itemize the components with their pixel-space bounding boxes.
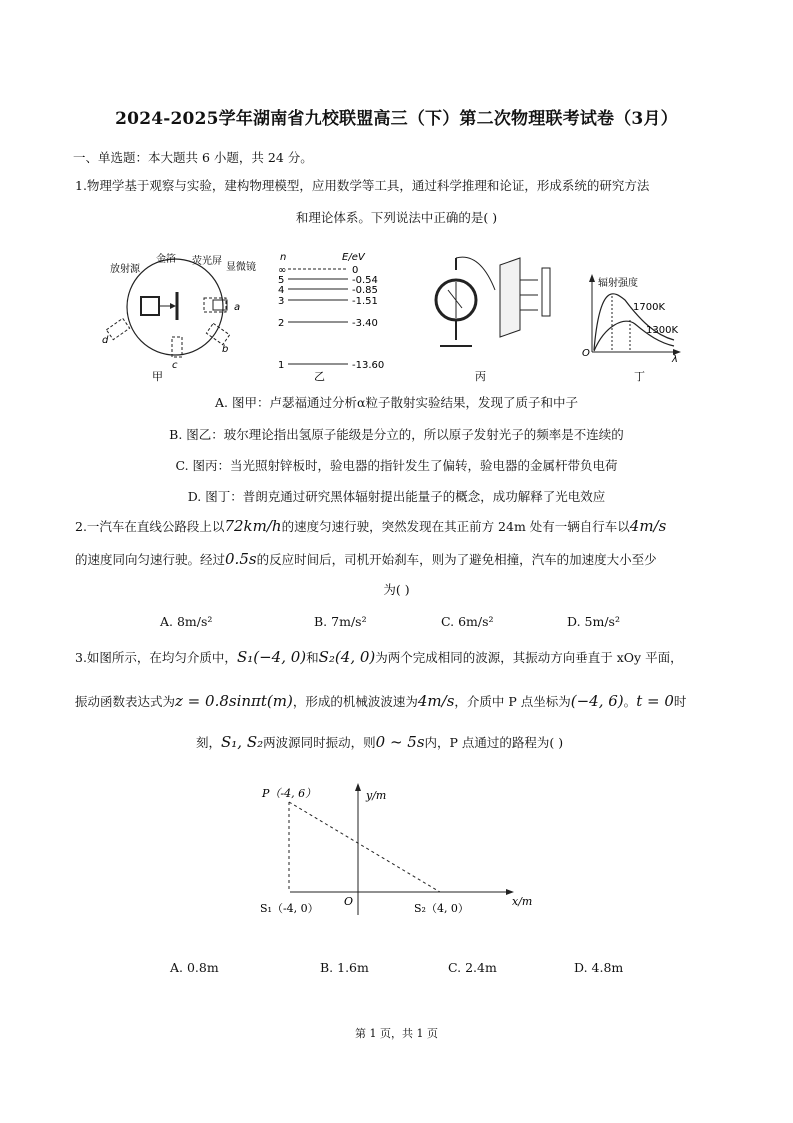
q1-option-d[interactable]: D. 图丁：普朗克通过研究黑体辐射提出能量子的概念，成功解释了光电效应: [187, 489, 606, 504]
q3-label-x: x/m: [512, 895, 533, 908]
section-heading: 一、单选题：本大题共 6 小题，共 24 分。: [73, 150, 313, 165]
yi-n-0: ∞: [278, 265, 287, 276]
q3-l1-c: 和: [306, 650, 319, 665]
q1-option-a[interactable]: A. 图甲：卢瑟福通过分析α粒子散射实验结果，发现了质子和中子: [215, 395, 578, 410]
q3-wave-speed: 4m/s: [417, 692, 455, 710]
q2-option-a[interactable]: A. 8m/s²: [160, 614, 213, 629]
q3-figure: [250, 775, 550, 925]
yi-e-0: 0: [352, 265, 359, 276]
yi-e-2: -0.85: [352, 285, 378, 296]
yi-n-5: 1: [278, 360, 285, 371]
q3-stem-line1: [75, 650, 683, 665]
yi-n-1: 5: [278, 275, 285, 286]
q3-label-y: y/m: [366, 789, 387, 802]
q3-stem-line3: [196, 735, 563, 750]
q3-s2: S₂(4, 0): [318, 648, 376, 666]
q2-speed-bike: 4m/s: [629, 517, 667, 535]
label-foil: 金箔: [156, 254, 176, 265]
q3-label-s2: S₂（4, 0）: [414, 902, 469, 915]
label-screen: 荧光屏: [192, 256, 222, 267]
caption-ding: 丁: [634, 370, 645, 383]
q1-option-b[interactable]: B. 图乙：玻尔理论指出氢原子能级是分立的，所以原子发射光子的频率是不连续的: [169, 427, 624, 442]
q2-stem-line3: 为( ): [383, 582, 410, 597]
q2-option-b[interactable]: B. 7m/s²: [314, 614, 367, 629]
yi-e-3: -1.51: [352, 296, 378, 307]
q1-stem-line2: 和理论体系。下列说法中正确的是( ): [295, 210, 498, 225]
caption-jia: 甲: [152, 370, 163, 383]
figure-ding: [582, 274, 681, 383]
label-d: d: [102, 335, 109, 346]
q3-l3-a: 刻，: [196, 735, 222, 750]
figure-jia: [102, 252, 256, 383]
yi-n-4: 2: [278, 318, 285, 329]
q3-l2-a: 振动函数表达式为: [75, 694, 176, 709]
q3-vibration-eq: z = 0.8sinπt(m): [175, 692, 293, 710]
yi-e-5: -13.60: [352, 360, 385, 371]
q2-l1-c: 的速度匀速行驶，突然发现在其正前方 24m 处有一辆自行车以: [281, 519, 630, 534]
q1-stem-line1: 1.物理学基于观察与实验，建构物理模型，应用数学等工具，通过科学推理和论证，形成系统的研究方法: [75, 178, 650, 193]
q3-p-coord: (−4, 6): [570, 692, 624, 710]
q3-l3-c: 两波源同时振动，则: [263, 735, 376, 750]
caption-bing: 丙: [475, 370, 486, 383]
q2-l2-c: 的反应时间后，司机开始刹车，则为了避免相撞，汽车的加速度大小至少: [256, 552, 657, 567]
q2-stem-line2: [75, 552, 657, 567]
label-microscope: 显微镜: [226, 262, 256, 273]
q3-label-p: P（-4, 6）: [262, 787, 317, 800]
q2-option-c[interactable]: C. 6m/s²: [441, 614, 494, 629]
q3-l3-e: 内，P 点通过的路程为( ): [424, 735, 564, 750]
q3-option-c[interactable]: C. 2.4m: [448, 960, 497, 975]
q3-interval: 0 ~ 5s: [375, 733, 425, 751]
q1-option-c[interactable]: C. 图丙：当光照射锌板时，验电器的指针发生了偏转，验电器的金属杆带负电荷: [175, 458, 618, 473]
q3-l2-g: 。: [623, 694, 637, 709]
figure-yi: [278, 252, 384, 383]
q2-l1-a: 2.一汽车在直线公路段上以: [75, 519, 225, 534]
ding-xlabel: λ: [672, 354, 678, 365]
q3-stem-line2: [75, 694, 686, 709]
ding-curve-1700: 1700K: [633, 302, 666, 313]
q1-figure: [100, 240, 690, 390]
page-title: 2024-2025学年湖南省九校联盟高三（下）第二次物理联考试卷（3月）: [115, 109, 678, 129]
q2-reaction-time: 0.5s: [225, 550, 257, 568]
ding-origin: O: [582, 348, 590, 359]
q3-t0: t = 0: [636, 692, 674, 710]
q2-speed-car: 72km/h: [224, 517, 282, 535]
yi-e-1: -0.54: [352, 275, 378, 286]
ding-ylabel: 辐射强度: [598, 278, 638, 289]
figure-bing: [436, 257, 550, 383]
caption-yi: 乙: [314, 370, 325, 383]
yi-e-header: E/eV: [342, 252, 365, 263]
q3-option-a[interactable]: A. 0.8m: [170, 960, 219, 975]
yi-n-3: 3: [278, 296, 285, 307]
label-c: c: [172, 360, 178, 371]
ding-curve-1300: 1300K: [646, 325, 679, 336]
yi-n-header: n: [280, 252, 287, 263]
q3-option-d[interactable]: D. 4.8m: [574, 960, 624, 975]
q2-l2-a: 的速度同向匀速行驶。经过: [75, 552, 226, 567]
q3-l2-c: ，形成的机械波波速为: [292, 694, 418, 709]
q3-l2-i: 时: [673, 694, 687, 709]
q3-l1-e: 为两个完成相同的波源，其振动方向垂直于 xOy 平面，: [375, 650, 683, 665]
yi-e-4: -3.40: [352, 318, 378, 329]
q3-l2-e: ，介质中 P 点坐标为: [454, 694, 571, 709]
q2-stem-line1: [75, 519, 666, 534]
label-b: b: [222, 344, 229, 355]
label-a: a: [234, 302, 241, 313]
q3-l1-a: 3.如图所示，在均匀介质中，: [75, 650, 237, 665]
page-footer: 第 1 页，共 1 页: [355, 1027, 438, 1040]
label-source: 放射源: [110, 264, 140, 275]
q3-label-origin: O: [344, 895, 354, 908]
q3-label-s1: S₁（-4, 0）: [260, 902, 319, 915]
yi-n-2: 4: [278, 285, 285, 296]
q3-sources: S₁, S₂: [221, 733, 264, 751]
q3-option-b[interactable]: B. 1.6m: [320, 960, 369, 975]
q2-option-d[interactable]: D. 5m/s²: [567, 614, 620, 629]
q3-s1: S₁(−4, 0): [236, 648, 307, 666]
